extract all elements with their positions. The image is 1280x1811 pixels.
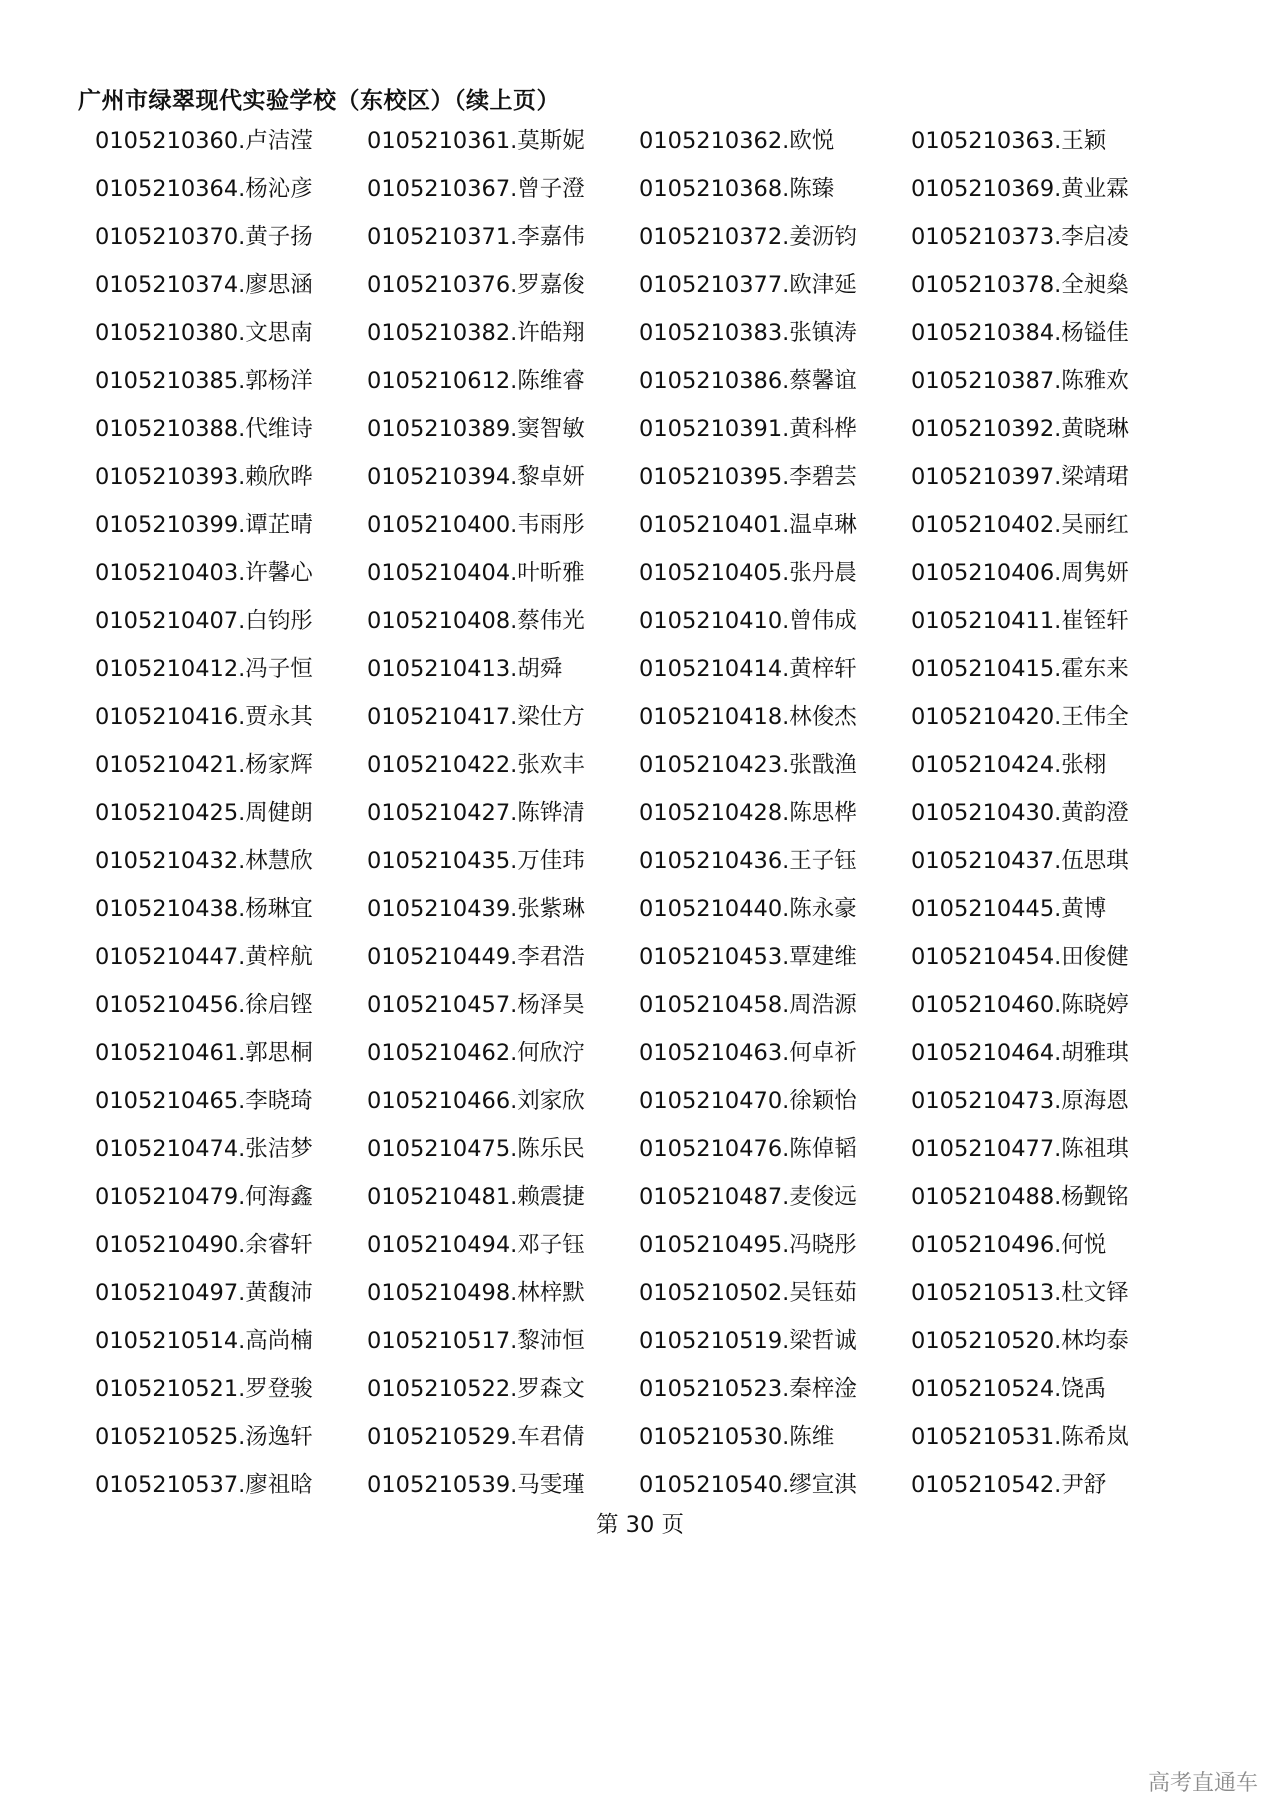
list-item: 0105210371.李嘉伟 [367,224,585,250]
list-item: 0105210531.陈希岚 [911,1424,1129,1450]
list-item: 0105210397.梁靖珺 [911,464,1129,490]
list-item: 0105210497.黄馥沛 [95,1280,313,1306]
list-item: 0105210427.陈铧清 [367,800,585,826]
list-item: 0105210373.李启凌 [911,224,1129,250]
list-item: 0105210380.文思南 [95,320,313,346]
list-item: 0105210435.万佳玮 [367,848,585,874]
list-item: 0105210519.梁哲诚 [639,1328,857,1354]
list-item: 0105210463.何卓祈 [639,1040,857,1066]
list-item: 0105210460.陈晓婷 [911,992,1129,1018]
list-item: 0105210394.黎卓妍 [367,464,585,490]
list-item: 0105210481.赖震捷 [367,1184,585,1210]
list-item: 0105210413.胡舜 [367,656,563,682]
list-item: 0105210495.冯晓彤 [639,1232,857,1258]
list-item: 0105210388.代维诗 [95,416,313,442]
list-item: 0105210408.蔡伟光 [367,608,585,634]
list-item: 0105210361.莫斯妮 [367,128,585,154]
list-item: 0105210494.邓子钰 [367,1232,585,1258]
list-item: 0105210416.贾永其 [95,704,313,730]
list-item: 0105210378.全昶燊 [911,272,1129,298]
list-item: 0105210474.张洁梦 [95,1136,313,1162]
student-list [95,121,1205,1513]
list-item: 0105210537.廖祖晗 [95,1472,313,1498]
list-item: 0105210521.罗登骏 [95,1376,313,1402]
list-item: 0105210514.高尚楠 [95,1328,313,1354]
list-item: 0105210363.王颖 [911,128,1107,154]
list-item: 0105210453.覃建维 [639,944,857,970]
list-item: 0105210410.曾伟成 [639,608,857,634]
list-item: 0105210385.郭杨洋 [95,368,313,394]
list-item: 0105210525.汤逸轩 [95,1424,313,1450]
list-item: 0105210421.杨家辉 [95,752,313,778]
list-item: 0105210445.黄博 [911,896,1107,922]
list-item: 0105210475.陈乐民 [367,1136,585,1162]
list-item: 0105210377.欧津延 [639,272,857,298]
list-item: 0105210461.郭思桐 [95,1040,313,1066]
list-item: 0105210407.白钧彤 [95,608,313,634]
list-item: 0105210462.何欣泞 [367,1040,585,1066]
list-item: 0105210389.窦智敏 [367,416,585,442]
list-item: 0105210399.谭芷晴 [95,512,313,538]
list-item: 0105210360.卢洁滢 [95,128,313,154]
list-item: 0105210539.马雯瑾 [367,1472,585,1498]
list-item: 0105210438.杨琳宜 [95,896,313,922]
list-item: 0105210479.何海鑫 [95,1184,313,1210]
list-item: 0105210362.欧悦 [639,128,835,154]
list-item: 0105210432.林慧欣 [95,848,313,874]
list-item: 0105210454.田俊健 [911,944,1129,970]
list-item: 0105210523.秦梓淦 [639,1376,857,1402]
list-item: 0105210387.陈雅欢 [911,368,1129,394]
list-item: 0105210383.张镇涛 [639,320,857,346]
list-item: 0105210384.杨镒佳 [911,320,1129,346]
list-item: 0105210520.林均泰 [911,1328,1129,1354]
list-item: 0105210405.张丹晨 [639,560,857,586]
list-item: 0105210496.何悦 [911,1232,1107,1258]
list-item: 0105210458.周浩源 [639,992,857,1018]
list-item: 0105210513.杜文铎 [911,1280,1129,1306]
list-item: 0105210364.杨沁彦 [95,176,313,202]
list-item: 0105210490.余睿轩 [95,1232,313,1258]
list-item: 0105210540.缪宣淇 [639,1472,857,1498]
list-item: 0105210488.杨觐铭 [911,1184,1129,1210]
list-item: 0105210470.徐颖怡 [639,1088,857,1114]
list-item: 0105210440.陈永豪 [639,896,857,922]
list-item: 0105210391.黄科桦 [639,416,857,442]
list-item: 0105210428.陈思桦 [639,800,857,826]
list-item: 0105210386.蔡馨谊 [639,368,857,394]
list-item: 0105210393.赖欣晔 [95,464,313,490]
list-item: 0105210415.霍东来 [911,656,1129,682]
list-item: 0105210529.车君倩 [367,1424,585,1450]
list-item: 0105210382.许皓翔 [367,320,585,346]
list-item: 0105210423.张戬渔 [639,752,857,778]
list-item: 0105210420.王伟全 [911,704,1129,730]
list-item: 0105210367.曾子澄 [367,176,585,202]
watermark: 高考直通车 [1147,1771,1258,1796]
list-item: 0105210437.伍思琪 [911,848,1129,874]
page-number: 第 30 页 [596,1512,684,1538]
list-item: 0105210542.尹舒 [911,1472,1107,1498]
list-item: 0105210466.刘家欣 [367,1088,585,1114]
list-item: 0105210414.黄梓轩 [639,656,857,682]
list-item: 0105210370.黄子扬 [95,224,313,250]
list-item: 0105210517.黎沛恒 [367,1328,585,1354]
list-item: 0105210430.黄韵澄 [911,800,1129,826]
list-item: 0105210436.王子钰 [639,848,857,874]
list-item: 0105210406.周隽妍 [911,560,1129,586]
list-item: 0105210400.韦雨彤 [367,512,585,538]
list-item: 0105210465.李晓琦 [95,1088,313,1114]
list-item: 0105210476.陈倬韬 [639,1136,857,1162]
list-item: 0105210402.吴丽红 [911,512,1129,538]
list-item: 0105210439.张紫琳 [367,896,585,922]
list-item: 0105210457.杨泽昊 [367,992,585,1018]
list-item: 0105210464.胡雅琪 [911,1040,1129,1066]
list-item: 0105210422.张欢丰 [367,752,585,778]
list-item: 0105210477.陈祖琪 [911,1136,1129,1162]
list-item: 0105210368.陈臻 [639,176,835,202]
list-item: 0105210449.李君浩 [367,944,585,970]
list-item: 0105210456.徐启铿 [95,992,313,1018]
list-item: 0105210401.温卓琳 [639,512,857,538]
list-item: 0105210418.林俊杰 [639,704,857,730]
list-item: 0105210417.梁仕方 [367,704,585,730]
list-item: 0105210498.林梓默 [367,1280,585,1306]
list-item: 0105210447.黄梓航 [95,944,313,970]
list-item: 0105210612.陈维睿 [367,368,585,394]
list-item: 0105210530.陈维 [639,1424,835,1450]
list-item: 0105210502.吴钰茹 [639,1280,857,1306]
list-item: 0105210374.廖思涵 [95,272,313,298]
list-item: 0105210412.冯子恒 [95,656,313,682]
list-item: 0105210487.麦俊远 [639,1184,857,1210]
list-item: 0105210473.原海恩 [911,1088,1129,1114]
list-item: 0105210403.许馨心 [95,560,313,586]
list-item: 0105210404.叶昕雅 [367,560,585,586]
list-item: 0105210376.罗嘉俊 [367,272,585,298]
page-title: 广州市绿翠现代实验学校（东校区）（续上页） [78,88,560,114]
list-item: 0105210392.黄晓琳 [911,416,1129,442]
list-item: 0105210522.罗森文 [367,1376,585,1402]
list-item: 0105210524.饶禹 [911,1376,1107,1402]
list-item: 0105210411.崔铚轩 [911,608,1129,634]
list-item: 0105210424.张栩 [911,752,1107,778]
list-item: 0105210425.周健朗 [95,800,313,826]
list-item: 0105210372.姜沥钧 [639,224,857,250]
list-item: 0105210369.黄业霖 [911,176,1129,202]
list-item: 0105210395.李碧芸 [639,464,857,490]
